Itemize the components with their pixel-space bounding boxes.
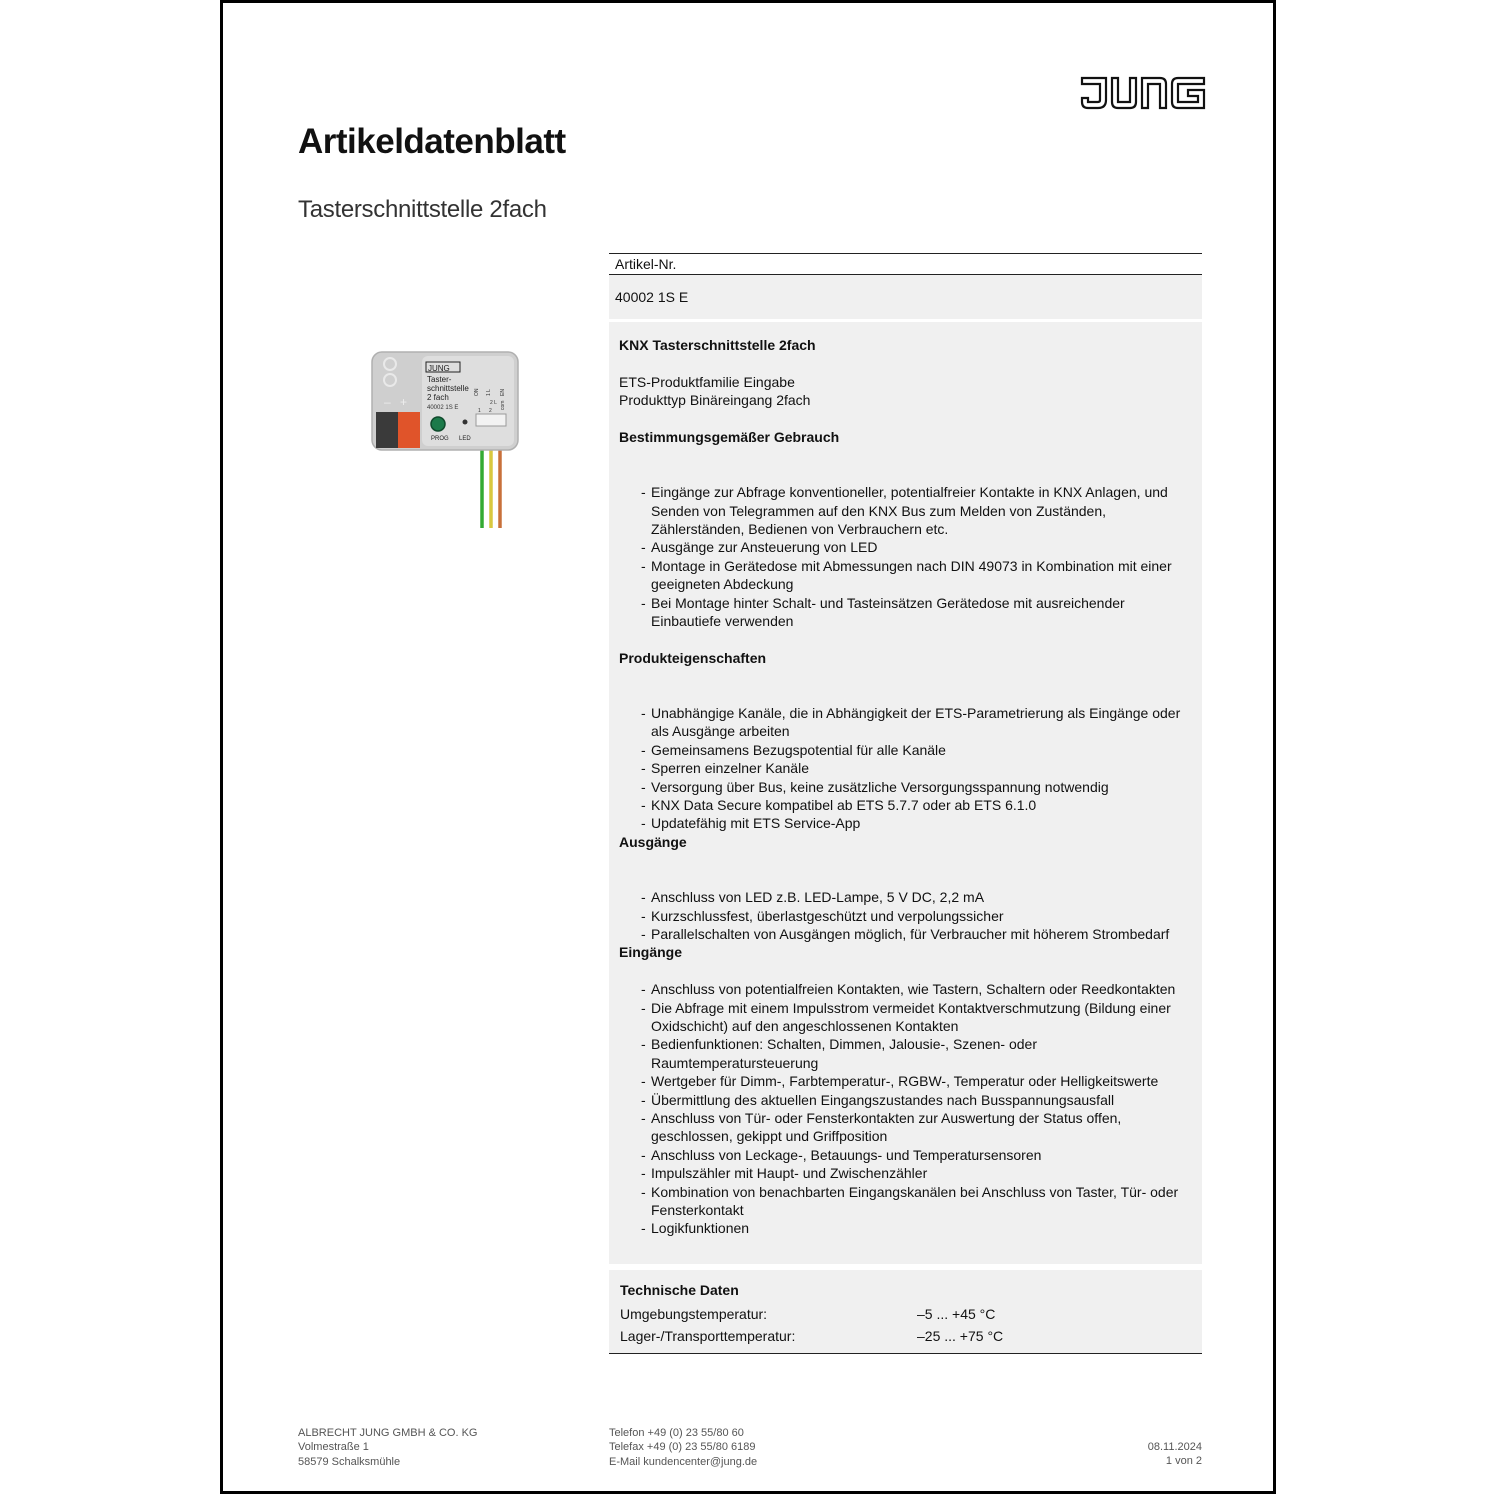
footer-contact: Telefon +49 (0) 23 55/80 60 Telefax +49 (0) 23 55/80 6189 E-Mail kundencenter@jung.de bbox=[609, 1427, 758, 1468]
list-item: - Kurzschlussfest, überlastgeschützt und verpolungssicher bbox=[641, 907, 1004, 924]
product-type: Produkttyp Binäreingang 2fach bbox=[619, 392, 811, 409]
list-item: - Unabhängige Kanäle, die in Abhängigkeit der ETS-Parametrierung als Eingänge oder als Ausgänge arbeiten bbox=[641, 705, 1181, 740]
list-item: - Versorgung über Bus, keine zusätzliche Versorgungsspannung notwendig bbox=[641, 778, 1109, 795]
device-led-label: LED bbox=[459, 436, 471, 442]
footer-page: 1 von 2 bbox=[1165, 1455, 1202, 1468]
svg-text:1 L: 1 L bbox=[486, 389, 492, 396]
list-item: - Updatefähig mit ETS Service-App bbox=[641, 815, 861, 832]
tech-value: –25 ... +75 °C bbox=[917, 1328, 1004, 1344]
inputs-list bbox=[619, 980, 1192, 1238]
tech-row bbox=[620, 1303, 1191, 1325]
article-number-block bbox=[609, 253, 1202, 319]
svg-text:ON: ON bbox=[474, 388, 480, 396]
list-item: - Gemeinsamens Bezugspotential für alle Kanäle bbox=[641, 741, 946, 758]
product-family: ETS-Produktfamilie Eingabe bbox=[619, 373, 795, 390]
features-list bbox=[619, 704, 1192, 833]
svg-text:2 L: 2 L bbox=[490, 400, 497, 406]
svg-text:–: – bbox=[384, 395, 391, 409]
tech-row bbox=[620, 1325, 1191, 1347]
device-label-line: 2 fach bbox=[427, 393, 449, 402]
jung-logo bbox=[1080, 76, 1206, 110]
list-item: - Montage in Gerätedose mit Abmessungen nach DIN 49073 in Kombination mit einer geeigneten Abdeckung bbox=[641, 557, 1172, 593]
list-item: - Anschluss von LED z.B. LED-Lampe, 5 V DC, 2,2 mA bbox=[641, 889, 985, 906]
tech-label: Lager-/Transporttemperatur: bbox=[620, 1328, 796, 1344]
list-item: - Parallelschalten von Ausgängen möglich, für Verbraucher mit höherem Strombedarf bbox=[641, 925, 1170, 942]
tech-value: –5 ... +45 °C bbox=[917, 1306, 996, 1322]
list-item: - Anschluss von Tür- oder Fensterkontakten zur Auswertung der Status offen, geschlossen, gekippt und Griffposition bbox=[641, 1109, 1122, 1145]
technical-data-box bbox=[609, 1270, 1202, 1354]
device-label-line: 40002 1S E bbox=[427, 405, 459, 411]
svg-text:com: com bbox=[500, 400, 506, 410]
list-item: - Kombination von benachbarten Eingangskanälen bei Anschluss von Taster, Tür- oder Fensterkontakt bbox=[641, 1183, 1179, 1218]
svg-text:2: 2 bbox=[489, 408, 492, 414]
device-brand-label: JUNG bbox=[428, 364, 450, 373]
page-title: Artikeldatenblatt bbox=[298, 122, 566, 161]
list-item: - Die Abfrage mit einem Impulsstrom vermeidet Kontaktverschmutzung (Bildung einer Oxidschicht) auf den angeschlossenen Kontakten bbox=[641, 999, 1171, 1034]
product-image bbox=[370, 350, 522, 532]
footer-company: ALBRECHT JUNG GMBH & CO. KG Volmestraße 1 58579 Schalksmühle bbox=[298, 1427, 478, 1468]
svg-text:1: 1 bbox=[478, 408, 481, 414]
technical-data-heading: Technische Daten bbox=[620, 1282, 739, 1298]
svg-text:+: + bbox=[400, 395, 408, 409]
list-item: - Eingänge zur Abfrage konventioneller, potentialfreier Kontakte in KNX Anlagen, und Senden von Telegrammen auf den KNX Bus zum Melden von Zuständen, Zählerständen, Bedienen von Verbrauchern etc. bbox=[641, 484, 1168, 538]
usage-heading: Bestimmungsgemäßer Gebrauch bbox=[619, 429, 840, 445]
list-item: - Anschluss von potentialfreien Kontakten, wie Tastern, Schaltern oder Reedkontakten bbox=[641, 981, 1176, 998]
inputs-heading: Eingänge bbox=[619, 944, 683, 961]
article-number-label: Artikel-Nr. bbox=[609, 253, 1202, 275]
description-box bbox=[609, 322, 1202, 1264]
list-item: - Impulszähler mit Haupt- und Zwischenzähler bbox=[641, 1165, 928, 1182]
list-item: - Wertgeber für Dimm-, Farbtemperatur-, RGBW-, Temperatur oder Helligkeitswerte bbox=[641, 1073, 1159, 1090]
usage-list bbox=[619, 483, 1192, 630]
product-name: KNX Tasterschnittstelle 2fach bbox=[619, 337, 816, 353]
list-item: - Bedienfunktionen: Schalten, Dimmen, Jalousie-, Szenen- oder Raumtemperatursteuerung bbox=[641, 1036, 1037, 1071]
outputs-list bbox=[619, 888, 1192, 943]
footer-date-page bbox=[1148, 1440, 1202, 1469]
svg-text:EN: EN bbox=[500, 389, 506, 396]
device-prog-label: PROG bbox=[431, 436, 449, 442]
list-item: - Logikfunktionen bbox=[641, 1220, 750, 1237]
list-item: - Anschluss von Leckage-, Betauungs- und Temperatursensoren bbox=[641, 1146, 1042, 1163]
list-item: - KNX Data Secure kompatibel ab ETS 5.7.7 oder ab ETS 6.1.0 bbox=[641, 797, 1037, 814]
device-label-line: schnittstelle bbox=[427, 384, 469, 393]
list-item: - Ausgänge zur Ansteuerung von LED bbox=[641, 539, 878, 556]
article-number-value: 40002 1S E bbox=[609, 275, 1202, 319]
list-item: - Sperren einzelner Kanäle bbox=[641, 760, 809, 777]
list-item: - Bei Montage hinter Schalt- und Tasteinsätzen Gerätedose mit ausreichender Einbautiefe verwenden bbox=[641, 594, 1125, 630]
outputs-heading: Ausgänge bbox=[619, 833, 687, 850]
list-item: - Übermittlung des aktuellen Eingangszustandes nach Busspannungsausfall bbox=[641, 1091, 1115, 1108]
device-label-line: Taster- bbox=[427, 375, 452, 384]
footer-date: 08.11.2024 bbox=[1147, 1441, 1202, 1453]
product-subtitle: Tasterschnittstelle 2fach bbox=[298, 196, 547, 223]
tech-label: Umgebungstemperatur: bbox=[620, 1306, 768, 1322]
features-heading: Produkteigenschaften bbox=[619, 649, 767, 666]
